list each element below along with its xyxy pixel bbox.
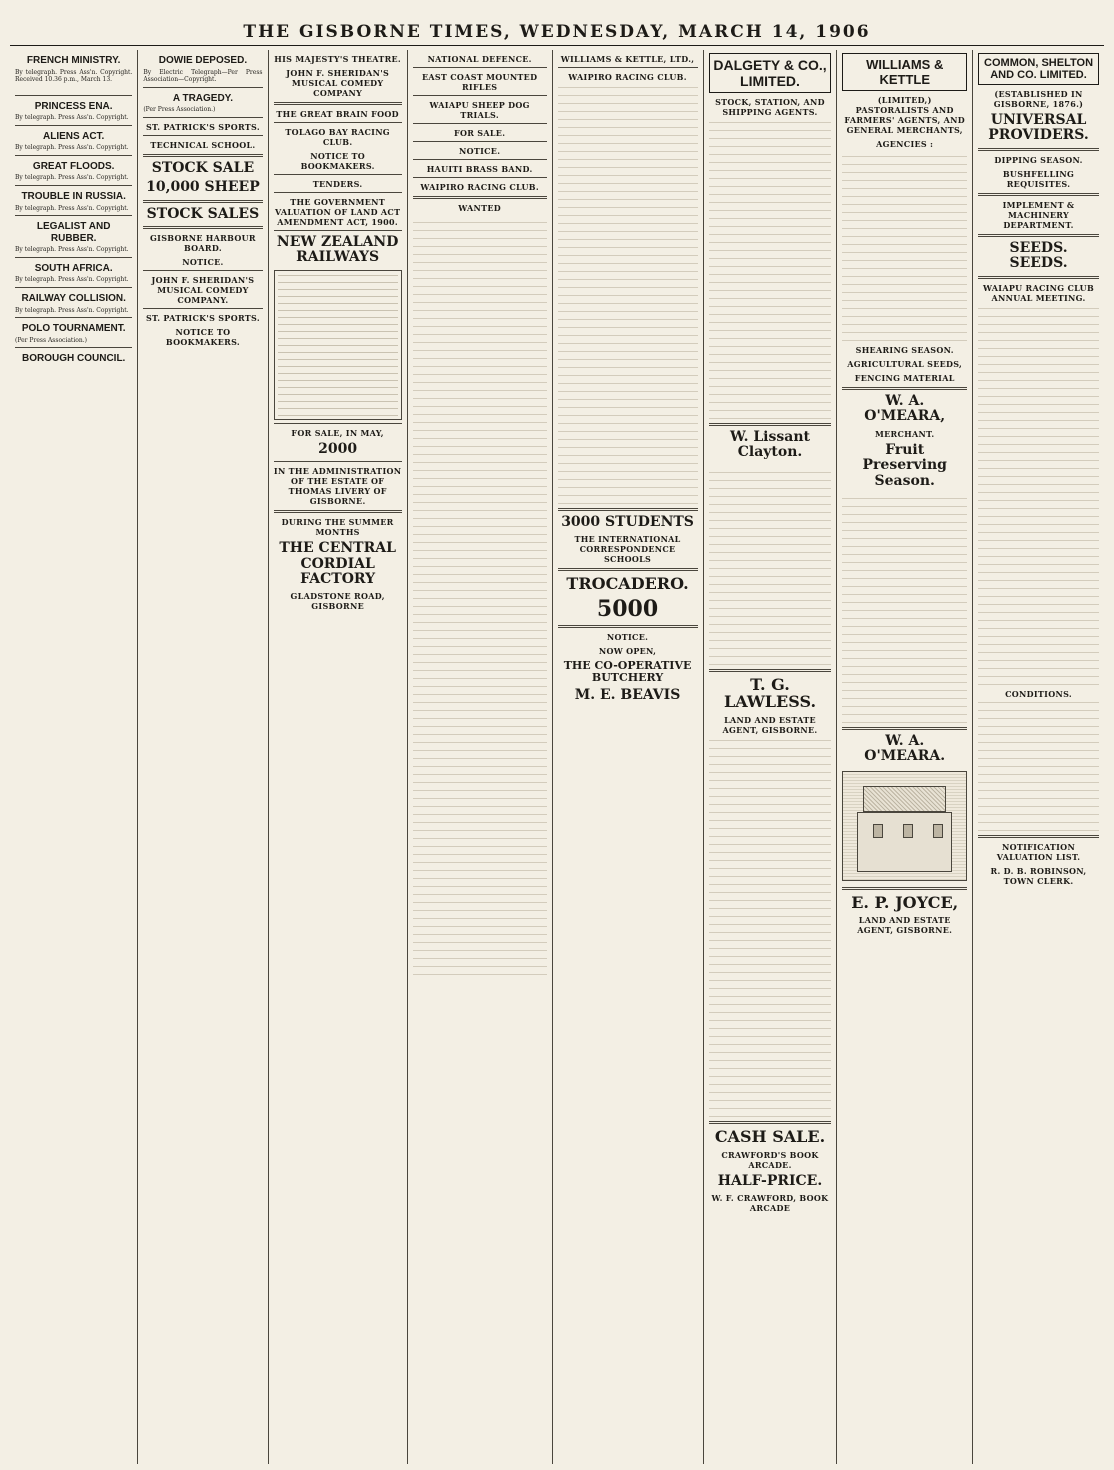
racing-text — [978, 305, 1099, 685]
common-shelton-subtitle: (ESTABLISHED IN GISBORNE, 1876.) — [993, 89, 1084, 109]
columns — [10, 50, 1104, 1464]
headline-agencies: AGENCIES : — [876, 139, 934, 149]
ad-5000: 5000 — [596, 595, 659, 622]
headline-for-sale: FOR SALE. — [454, 128, 506, 138]
headline-trocadero: TROCADERO. — [566, 574, 689, 594]
headline-waipiro-racing: WAIPIRO RACING CLUB. — [420, 182, 539, 192]
dalgety-text — [709, 119, 832, 419]
ad-central-cordial-factory: THE CENTRAL CORDIAL FACTORY — [279, 540, 396, 587]
headline-cash-sale: CASH SALE. — [714, 1126, 826, 1146]
headline-great-floods: GREAT FLOODS. — [32, 160, 115, 172]
headline-tenders: TENDERS. — [312, 179, 363, 189]
headline-fruit-preserving: Fruit Preserving Season. — [862, 441, 947, 489]
ad-stock-sale: STOCK SALE — [151, 160, 255, 177]
headline-seeds: SEEDS. SEEDS. — [1009, 239, 1068, 272]
clayton-text — [709, 465, 832, 665]
headline-valuation-list: NOTIFICATION VALUATION LIST. — [996, 841, 1081, 862]
column-2 — [138, 50, 268, 1464]
dalgety-logo: DALGETY & CO., LIMITED. — [709, 53, 832, 93]
headline-st-patricks-sports: ST. PATRICK'S SPORTS. — [145, 122, 260, 133]
column-3 — [269, 50, 408, 1464]
headline-half-price: HALF-PRICE. — [717, 1172, 823, 1189]
headline-waiapu-racing: WAIAPU RACING CLUB ANNUAL MEETING. — [983, 282, 1095, 303]
headline-3000-students: 3000 STUDENTS — [561, 514, 694, 530]
column-1 — [10, 50, 138, 1464]
headline-trouble-in-russia: TROUBLE IN RUSSIA. — [21, 191, 126, 203]
headline-aliens-act: ALIENS ACT. — [43, 130, 105, 142]
headline-a-tragedy: A TRAGEDY. — [172, 92, 234, 104]
dateline: (Per Press Association.) — [15, 336, 87, 344]
headline-dipping-season: DIPPING SEASON. — [994, 154, 1083, 165]
dateline: By telegraph. Press Ass'n. Copyright. Received 10.36 p.m., March 13. — [15, 68, 133, 84]
headline-implement-machinery: IMPLEMENT & MACHINERY DEPARTMENT. — [1002, 199, 1075, 230]
masthead — [10, 6, 1104, 46]
headline-for-sale-may: FOR SALE, IN MAY, — [291, 427, 384, 438]
dateline: (Per Press Association.) — [143, 106, 216, 114]
headline-shearing-season: SHEARING SEASON. — [855, 345, 954, 355]
building-engraving — [842, 771, 967, 881]
headline-conditions: CONDITIONS. — [1005, 688, 1072, 699]
dateline: By telegraph. Press Ass'n. Copyright. — [15, 276, 129, 284]
headline-mounted-rifles: EAST COAST MOUNTED RIFLES — [421, 72, 538, 92]
headline-french-ministry: FRENCH MINISTRY. — [26, 55, 121, 66]
headline-book-arcade: CRAWFORD'S BOOK ARCADE. — [721, 1149, 819, 1170]
column-4 — [408, 50, 553, 1464]
headline-south-africa: SOUTH AFRICA. — [34, 262, 113, 274]
headline-valuation-act: THE GOVERNMENT VALUATION OF LAND ACT AMENDMENT ACT, 1900. — [274, 197, 401, 227]
williams-kettle-subtitle: (LIMITED,) PASTORALISTS AND FARMERS' AGENTS, AND GENERAL MERCHANTS, — [844, 95, 966, 135]
headline-national-defence: NATIONAL DEFENCE. — [427, 54, 532, 64]
crawford-signature: W. F. CRAWFORD, BOOK ARCADE — [711, 1192, 829, 1213]
dateline: By telegraph. Press Ass'n. Copyright. — [15, 204, 129, 212]
column-5 — [553, 50, 704, 1464]
classified-ads — [413, 215, 547, 975]
lawless-subtitle: LAND AND ESTATE AGENT, GISBORNE. — [722, 714, 818, 735]
headline-cooperative-butchery: THE CO-OPERATIVE BUTCHERY — [563, 659, 692, 685]
column-7 — [837, 50, 973, 1464]
headline-t-g-lawless: T. G. LAWLESS. — [723, 674, 817, 712]
headline-st-patricks-sports-2: ST. PATRICK'S SPORTS. — [145, 313, 260, 324]
headline-polo-tournament: POLO TOURNAMENT. — [21, 323, 126, 335]
dateline: By telegraph. Press Ass'n. Copyright. — [15, 246, 129, 254]
headline-correspondence-schools: THE INTERNATIONAL CORRESPONDENCE SCHOOLS — [574, 534, 681, 565]
article-text — [15, 84, 132, 92]
headline-e-p-joyce: E. P. JOYCE, — [851, 892, 959, 912]
agencies-list — [842, 151, 967, 341]
headline-sheridan-comedy: JOHN F. SHERIDAN'S MUSICAL COMEDY COMPANY. — [151, 275, 255, 306]
newspaper-page — [10, 6, 1104, 1464]
headline-williams-kettle-ltd: WILLIAMS & KETTLE, LTD., — [560, 54, 695, 64]
dateline: By telegraph. Press Ass'n. Copyright. — [15, 306, 129, 314]
headline-bushfelling-requisites: BUSHFELLING REQUISITES. — [1002, 168, 1075, 189]
headline-brain-food: THE GREAT BRAIN FOOD — [276, 109, 399, 119]
dateline: By telegraph. Press Ass'n. Copyright. — [15, 114, 129, 122]
headline-dowie-deposed: DOWIE DEPOSED. — [158, 55, 248, 66]
headline-notice: NOTICE. — [182, 257, 224, 268]
railway-timetable — [274, 270, 402, 420]
headline-omeara-2: W. A. O'MEARA. — [864, 732, 946, 765]
headline-technical-school: TECHNICAL SCHOOL. — [150, 140, 256, 151]
headline-waipiro-racing: WAIPIRO RACING CLUB. — [568, 72, 687, 82]
headline-legalist: LEGALIST AND RUBBER. — [36, 221, 111, 244]
headline-m-e-beavis: M. E. BEAVIS — [574, 687, 681, 704]
headline-agricultural-seeds: AGRICULTURAL SEEDS, — [847, 359, 963, 369]
column-8 — [973, 50, 1104, 1464]
headline-notice: NOTICE. — [458, 146, 501, 156]
headline-tolago-bay-racing: TOLAGO BAY RACING CLUB. — [285, 127, 390, 147]
headline-sheridan-company: JOHN F. SHERIDAN'S MUSICAL COMEDY COMPANY — [286, 68, 390, 98]
common-shelton-logo: COMMON, SHELTON AND CO. LIMITED. — [978, 53, 1099, 85]
headline-lissant-clayton: W. Lissant Clayton. — [730, 429, 810, 461]
headline-notice-bookmakers: NOTICE TO BOOKMAKERS. — [165, 327, 240, 348]
joyce-subtitle: LAND AND ESTATE AGENT, GISBORNE. — [857, 915, 953, 936]
masthead-title: THE GISBORNE TIMES, WEDNESDAY, MARCH 14, 1906 — [243, 22, 871, 42]
fruit-text — [842, 493, 967, 723]
headline-borough-council: BOROUGH COUNCIL. — [22, 353, 126, 365]
ad-10000-sheep: 10,000 SHEEP — [146, 179, 260, 196]
headline-princess-ena: PRINCESS ENA. — [34, 100, 113, 112]
headline-his-majestys-theatre: HIS MAJESTY'S THEATRE. — [274, 54, 402, 64]
dalgety-subtitle: STOCK, STATION, AND SHIPPING AGENTS. — [715, 97, 825, 117]
headline-nz-railways: NEW ZEALAND RAILWAYS — [276, 234, 399, 266]
headline-railway-collision: RAILWAY COLLISION. — [21, 293, 126, 305]
headline-summer-months: DURING THE SUMMER MONTHS — [281, 517, 394, 538]
lawless-text — [709, 737, 832, 1117]
headline-harbour-board: GISBORNE HARBOUR BOARD. — [150, 233, 256, 254]
williams-kettle-logo: WILLIAMS & KETTLE — [842, 53, 967, 91]
headline-hauiti-brass-band: HAUITI BRASS BAND. — [426, 164, 533, 174]
racing-programme — [558, 84, 698, 504]
omeara-subtitle: MERCHANT. — [874, 428, 935, 439]
column-6 — [704, 50, 838, 1464]
headline-universal-providers: UNIVERSAL PROVIDERS. — [988, 112, 1089, 144]
headline-sheep-dog-trials: WAIAPU SHEEP DOG TRIALS. — [429, 100, 530, 120]
headline-now-open: NOW OPEN, — [598, 646, 657, 657]
ad-2000-hoggets: 2000 — [318, 440, 358, 457]
ad-stock-sales: STOCK SALES — [146, 205, 260, 222]
headline-estate-administration: IN THE ADMINISTRATION OF THE ESTATE OF THOMAS LIVERY OF GISBORNE. — [273, 466, 402, 507]
headline-notice: NOTICE. — [606, 632, 649, 643]
timetable-rows — [278, 274, 398, 416]
headline-notice-bookmakers: NOTICE TO BOOKMAKERS. — [300, 151, 375, 171]
dateline: By telegraph. Press Ass'n. Copyright. — [15, 174, 129, 182]
headline-omeara: W. A. O'MEARA, — [864, 393, 946, 425]
dateline: By Electric Telegraph—Per Press Association—Copyright. — [143, 68, 263, 84]
headline-wanted: WANTED — [458, 203, 502, 213]
headline-fencing-material: FENCING MATERIAL — [854, 373, 955, 383]
conditions-text — [978, 701, 1099, 831]
factory-address: GLADSTONE ROAD, GISBORNE — [290, 591, 385, 612]
town-clerk-signature: R. D. B. ROBINSON, TOWN CLERK. — [990, 865, 1087, 886]
dateline: By telegraph. Press Ass'n. Copyright. — [15, 144, 129, 152]
